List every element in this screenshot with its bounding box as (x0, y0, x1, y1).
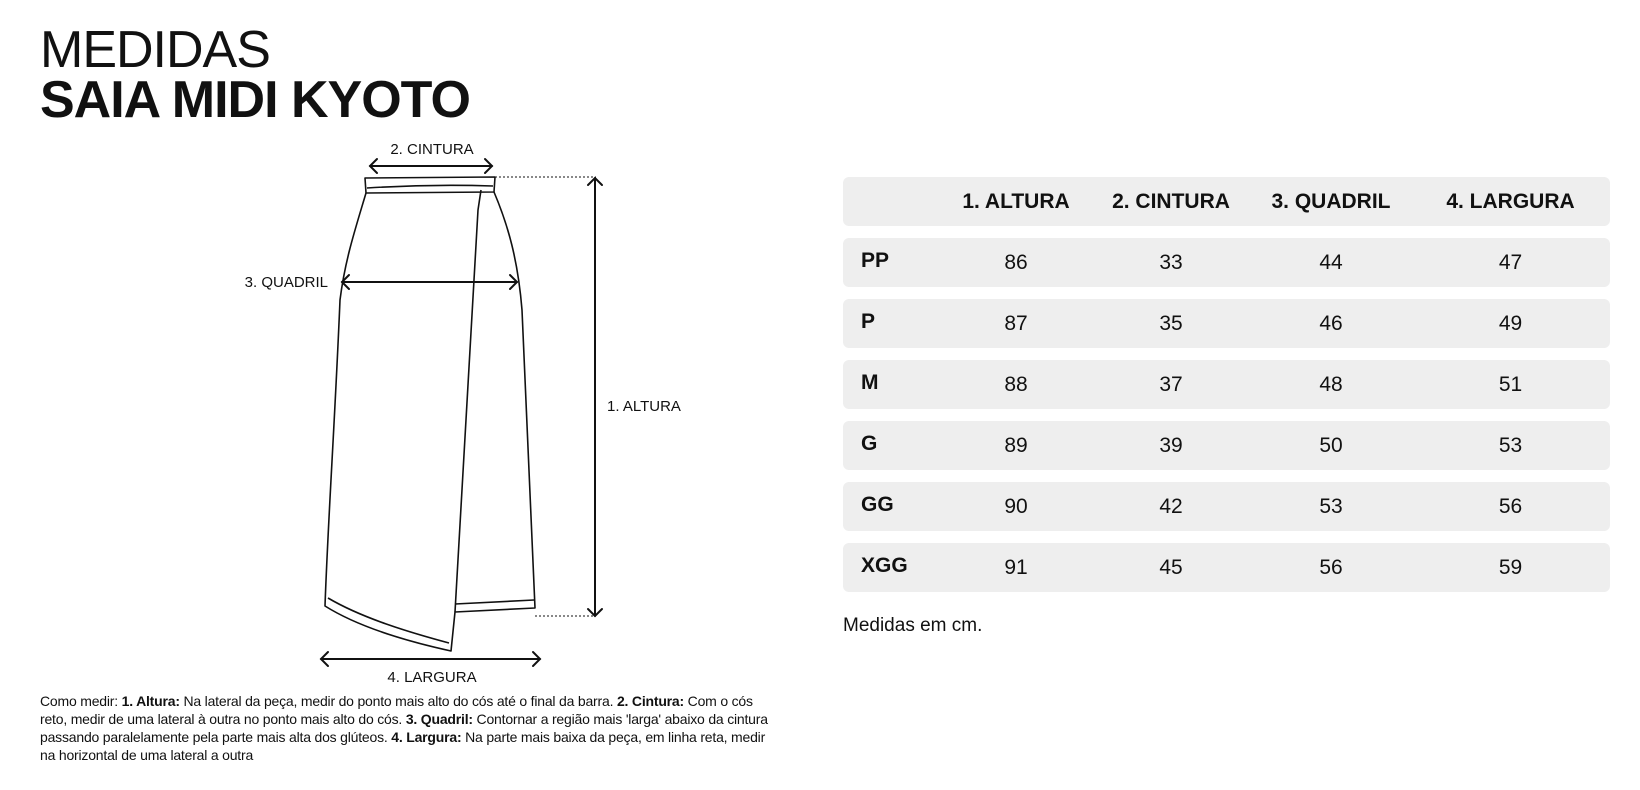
how-desc-quadril: Contornar a região mais 'larga' abaixo da cintura passando paralelamente pela parte mais alta dos glúteos. (40, 711, 768, 745)
value-quadril: 53 (1319, 495, 1343, 518)
size-table (843, 177, 1610, 604)
value-cintura: 33 (1159, 251, 1183, 274)
size-label: P (861, 310, 876, 333)
how-term-altura: 1. Altura: (121, 693, 180, 709)
how-term-largura: 4. Largura: (391, 729, 462, 745)
product-title: SAIA MIDI KYOTO (40, 71, 470, 129)
value-altura: 91 (1004, 556, 1028, 579)
value-altura: 89 (1004, 434, 1028, 457)
value-altura: 88 (1004, 373, 1028, 396)
how-desc-altura: Na lateral da peça, medir do ponto mais alto do cós até o final da barra. (179, 693, 617, 709)
header-quadril: 3. QUADRIL (1271, 190, 1391, 213)
value-altura: 86 (1004, 251, 1028, 274)
value-quadril: 48 (1319, 373, 1343, 396)
header-altura: 1. ALTURA (962, 190, 1070, 213)
value-largura: 49 (1498, 312, 1523, 335)
value-altura: 90 (1004, 495, 1028, 518)
units-note: Medidas em cm. (843, 615, 983, 636)
size-label: G (861, 432, 878, 455)
table-row (843, 360, 1610, 409)
hem-seam-left (328, 598, 449, 643)
how-desc-cintura: Com o cós reto, medir de uma lateral à outra no ponto mais alto do cós. (40, 693, 753, 727)
value-largura: 47 (1498, 251, 1523, 274)
value-cintura: 45 (1159, 556, 1183, 579)
how-term-cintura: 2. Cintura: (616, 693, 684, 709)
value-largura: 56 (1498, 495, 1523, 518)
value-largura: 53 (1498, 434, 1523, 457)
value-quadril: 44 (1319, 251, 1343, 274)
label-largura: 4. LARGURA (387, 669, 477, 686)
how-term-quadril: 3. Quadril: (405, 711, 473, 727)
value-largura: 59 (1498, 556, 1523, 579)
skirt-diagram (0, 0, 800, 690)
header-largura: 4. LARGURA (1446, 190, 1575, 213)
table-row (843, 482, 1610, 531)
table-row (843, 299, 1610, 348)
value-cintura: 35 (1159, 312, 1183, 335)
label-cintura: 2. CINTURA (390, 141, 474, 158)
table-row (843, 543, 1610, 592)
size-label: GG (861, 493, 894, 516)
table-row (843, 421, 1610, 470)
size-label: M (861, 371, 879, 394)
skirt-body-outline (325, 192, 535, 651)
label-altura: 1. ALTURA (607, 398, 681, 415)
header-cintura: 2. CINTURA (1112, 190, 1230, 213)
waistband-seam (367, 185, 493, 188)
size-label: XGG (861, 554, 908, 577)
hem-seam-right (455, 600, 534, 604)
value-cintura: 37 (1159, 373, 1183, 396)
label-quadril: 3. QUADRIL (244, 274, 328, 291)
size-label: PP (861, 249, 890, 272)
value-quadril: 50 (1319, 434, 1343, 457)
value-largura: 51 (1498, 373, 1523, 396)
value-quadril: 56 (1319, 556, 1343, 579)
how-to-measure-text (40, 692, 770, 764)
value-cintura: 39 (1159, 434, 1183, 457)
value-cintura: 42 (1159, 495, 1183, 518)
value-quadril: 46 (1319, 312, 1343, 335)
how-desc-largura: Na parte mais baixa da peça, em linha reta, medir na horizontal de uma lateral a outra (40, 729, 766, 763)
wrap-panel-edge (455, 190, 481, 612)
table-header-row (843, 177, 1610, 226)
table-row (843, 238, 1610, 287)
how-intro: Como medir: (40, 693, 122, 709)
title-medidas: MEDIDAS (40, 21, 270, 79)
value-altura: 87 (1004, 312, 1028, 335)
